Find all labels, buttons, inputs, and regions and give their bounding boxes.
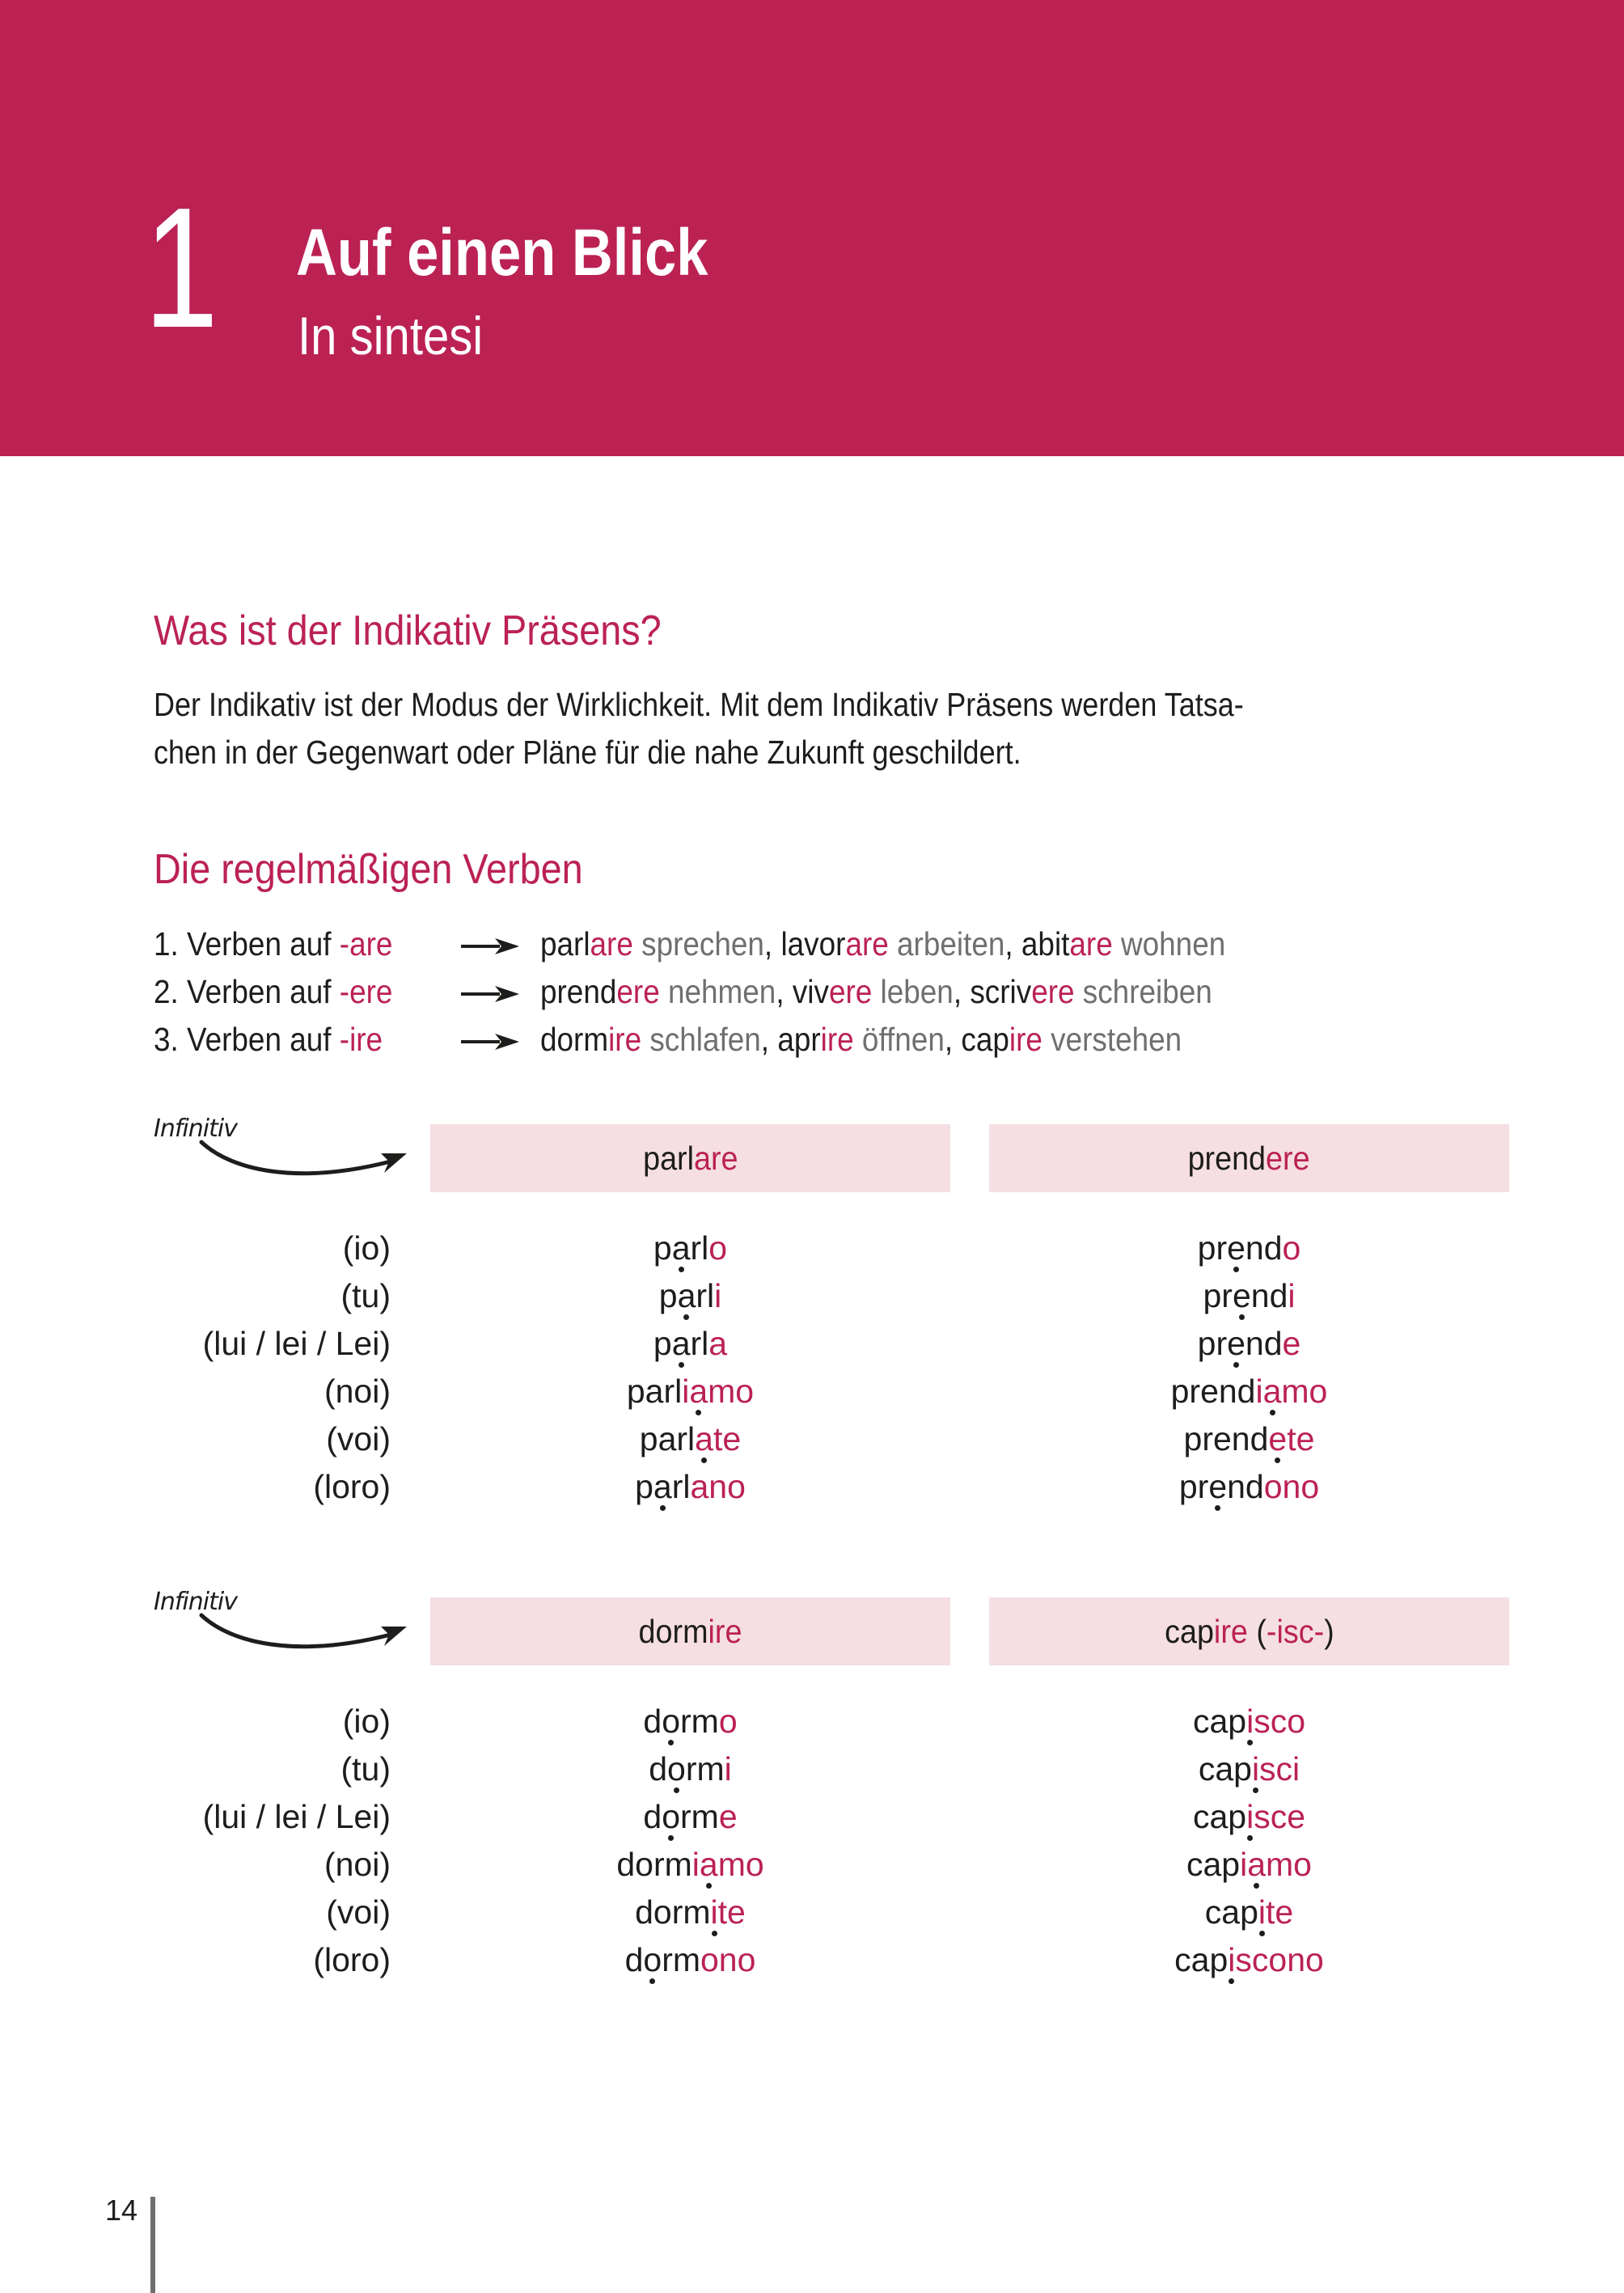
verb-group-label [154, 920, 392, 968]
conjugated-form [989, 1277, 1509, 1315]
conjugated-form [989, 1798, 1509, 1836]
verb-translation: sprechen [632, 925, 764, 962]
stressed-vowel: e [1227, 1229, 1245, 1267]
form-ending: isci [1251, 1750, 1300, 1787]
stressed-vowel: o [667, 1750, 686, 1787]
form-ending: e [718, 1798, 738, 1835]
form-ending: iamo [1255, 1373, 1328, 1410]
form-ending: ate [695, 1420, 742, 1457]
stressed-vowel: i [1246, 1703, 1254, 1740]
form-stem: pr [1197, 1229, 1228, 1267]
page-number: 14 [105, 2194, 138, 2227]
stressed-vowel: i [1251, 1750, 1260, 1787]
verb-translation: schlafen [641, 1021, 761, 1058]
conjugated-form [430, 1798, 950, 1836]
form-ending: e [1282, 1325, 1301, 1362]
form-stem: d [643, 1703, 662, 1740]
conjugated-form [430, 1277, 950, 1315]
paragraph-line: chen in der Gegenwart oder Pläne für die nahe Zukunft geschildert. [154, 734, 1021, 771]
conjugated-form [430, 1420, 950, 1458]
stressed-vowel: a [699, 1846, 718, 1883]
verb-ending: ire [1009, 1021, 1042, 1058]
page-margin-rule [150, 2197, 155, 2293]
form-stem: d [624, 1941, 644, 1978]
verb-stem: scriv [970, 973, 1032, 1010]
section-heading-indikativ: Was ist der Indikativ Präsens? [154, 607, 662, 654]
conjugated-form [989, 1229, 1509, 1267]
pronoun: (noi) [324, 1846, 391, 1883]
chapter-title: Auf einen Blick [296, 216, 708, 290]
verb-translation: arbeiten [888, 925, 1005, 962]
conjugated-form [430, 1468, 950, 1506]
pronoun: (loro) [313, 1941, 391, 1978]
pronoun: (loro) [313, 1468, 391, 1505]
infinitive-ending: are [693, 1139, 738, 1177]
form-stem: prend [1170, 1373, 1256, 1410]
form-ending: ite [710, 1893, 746, 1931]
label-text: 1. Verben auf [154, 925, 340, 962]
verb-ending: ere [1031, 973, 1075, 1010]
form-stem: pr [1178, 1468, 1209, 1505]
separator: , [1004, 925, 1021, 962]
verb-examples [540, 1016, 1182, 1064]
conjugated-form [430, 1750, 950, 1788]
conjugated-form [989, 1750, 1509, 1788]
form-stem: rm [680, 1798, 719, 1835]
separator: , [944, 1021, 962, 1058]
form-stem: rm [685, 1750, 725, 1787]
form-stem: parl [639, 1420, 696, 1457]
pronoun: (tu) [340, 1750, 391, 1787]
infinitive-box-prendere [989, 1124, 1509, 1192]
intro-paragraph [154, 681, 1503, 776]
form-stem: pr [1203, 1277, 1233, 1314]
form-stem: d [643, 1798, 662, 1835]
verb-translation: öffnen [853, 1021, 945, 1058]
stressed-vowel: o [662, 1703, 680, 1740]
stressed-vowel: a [689, 1373, 708, 1410]
paragraph-line: Der Indikativ ist der Modus der Wirklichkeit. Mit dem Indikativ Präsens werden Tatsa- [154, 686, 1244, 723]
conjugated-form [430, 1229, 950, 1267]
chapter-header-band [0, 0, 1624, 456]
form-stem: cap [1198, 1750, 1252, 1787]
verb-ending: ere [828, 973, 873, 1010]
infinitive-ending: ire [1213, 1612, 1248, 1650]
form-stem: nd [1250, 1277, 1288, 1314]
verb-stem: abit [1021, 925, 1070, 962]
form-ending: o [718, 1703, 738, 1740]
verb-ending: are [845, 925, 889, 962]
verb-translation: schreiben [1074, 973, 1212, 1010]
stressed-vowel: a [695, 1420, 713, 1457]
pronoun: (lui / lei / Lei) [202, 1325, 391, 1362]
stressed-vowel: a [1262, 1373, 1282, 1410]
verb-examples [540, 968, 1212, 1016]
conjugated-form [989, 1846, 1509, 1884]
verb-examples [540, 920, 1225, 968]
stressed-vowel: e [1232, 1277, 1251, 1314]
form-stem: p [635, 1468, 653, 1505]
pronoun: (tu) [340, 1277, 391, 1314]
separator: , [763, 925, 781, 962]
chapter-subtitle: In sintesi [298, 306, 484, 366]
verb-translation: verstehen [1042, 1021, 1182, 1058]
form-stem: rl [690, 1325, 709, 1362]
conjugated-form [989, 1325, 1509, 1363]
form-ending: i [714, 1277, 722, 1314]
verb-ending: are [1069, 925, 1113, 962]
form-stem: p [653, 1229, 672, 1267]
separator: , [953, 973, 971, 1010]
verb-group-label [154, 1016, 383, 1064]
curved-arrow-icon [198, 1137, 410, 1186]
verb-stem: apr [777, 1021, 821, 1058]
stressed-vowel: a [677, 1277, 696, 1314]
form-ending: iamo [682, 1373, 755, 1410]
form-stem: d [649, 1750, 668, 1787]
infinitive-ending: ire [708, 1612, 742, 1650]
form-ending: a [708, 1325, 728, 1362]
form-stem: prend [1183, 1420, 1269, 1457]
stressed-vowel: a [653, 1468, 672, 1505]
form-ending: iamo [691, 1846, 764, 1883]
form-ending: i [1288, 1277, 1296, 1314]
infinitive-box-dormire [430, 1597, 950, 1665]
infinitive-note: (-isc-) [1247, 1612, 1334, 1650]
form-ending: ete [1268, 1420, 1315, 1457]
chapter-number: 1 [144, 171, 216, 363]
label-text: 2. Verben auf [154, 973, 340, 1010]
stressed-vowel: o [643, 1941, 662, 1978]
form-ending: ano [690, 1468, 746, 1505]
verb-stem: cap [961, 1021, 1009, 1058]
stressed-vowel: e [1227, 1325, 1245, 1362]
verb-stem: dorm [540, 1021, 609, 1058]
form-stem: cap [1192, 1798, 1247, 1835]
verb-stem: parl [540, 925, 590, 962]
stressed-vowel: i [1258, 1893, 1266, 1931]
infinitive-label: Infinitiv [154, 1115, 237, 1143]
conjugated-form [430, 1373, 950, 1411]
pronoun: (voi) [326, 1420, 391, 1457]
verb-translation: nehmen [659, 973, 776, 1010]
infinitive-stem: cap [1164, 1612, 1214, 1650]
pronoun: (noi) [324, 1373, 391, 1410]
form-stem: cap [1186, 1846, 1241, 1883]
stressed-vowel: i [1246, 1798, 1254, 1835]
conjugated-form [430, 1325, 950, 1363]
stressed-vowel: a [1247, 1846, 1267, 1883]
right-arrow-icon [459, 986, 521, 1002]
infinitive-stem: prend [1187, 1139, 1267, 1177]
form-stem: rl [671, 1468, 691, 1505]
form-ending: o [1282, 1229, 1301, 1267]
form-ending: ono [1263, 1468, 1320, 1505]
verb-group-label [154, 968, 392, 1016]
separator: , [760, 1021, 778, 1058]
pronoun: (io) [342, 1703, 391, 1740]
form-stem: nd [1227, 1468, 1264, 1505]
form-ending: iamo [1240, 1846, 1312, 1883]
stressed-vowel: e [1268, 1420, 1288, 1457]
conjugated-form [989, 1941, 1509, 1979]
stressed-vowel: e [1208, 1468, 1228, 1505]
form-ending: ono [700, 1941, 756, 1978]
conjugated-form [989, 1468, 1509, 1506]
stressed-vowel: i [1228, 1941, 1236, 1978]
label-text: 3. Verben auf [154, 1021, 340, 1058]
stressed-vowel: o [662, 1798, 680, 1835]
form-stem: nd [1245, 1229, 1283, 1267]
conjugated-form [989, 1420, 1509, 1458]
stressed-vowel: a [671, 1229, 691, 1267]
form-stem: cap [1204, 1893, 1258, 1931]
form-stem: dorm [616, 1846, 692, 1883]
pronoun: (voi) [326, 1893, 391, 1931]
label-ending: -ire [339, 1021, 383, 1058]
infinitive-box-parlare [430, 1124, 950, 1192]
curved-arrow-icon [198, 1610, 410, 1659]
stressed-vowel: a [671, 1325, 691, 1362]
form-ending: o [708, 1229, 728, 1267]
infinitive-ending: ere [1266, 1139, 1310, 1177]
verb-ending: are [590, 925, 633, 962]
separator: , [776, 973, 793, 1010]
right-arrow-icon [459, 938, 521, 954]
infinitive-stem: parl [642, 1139, 694, 1177]
form-ending: ite [1258, 1893, 1294, 1931]
infinitive-label: Infinitiv [154, 1588, 237, 1616]
pronoun: (io) [342, 1229, 391, 1267]
form-stem: rm [680, 1703, 719, 1740]
verb-ending: ere [616, 973, 660, 1010]
verb-translation: leben [872, 973, 954, 1010]
conjugated-form [430, 1893, 950, 1931]
verb-stem: viv [792, 973, 829, 1010]
conjugated-form [989, 1373, 1509, 1411]
verb-translation: wohnen [1112, 925, 1226, 962]
form-stem: parl [626, 1373, 683, 1410]
infix-isc: -isc- [1266, 1612, 1324, 1650]
label-ending: -are [339, 925, 393, 962]
form-stem: p [653, 1325, 672, 1362]
form-stem: rm [662, 1941, 700, 1978]
form-stem: rl [690, 1229, 709, 1267]
form-stem: p [658, 1277, 678, 1314]
verb-stem: lavor [780, 925, 846, 962]
form-stem: pr [1197, 1325, 1228, 1362]
conjugated-form [989, 1893, 1509, 1931]
verb-ending: ire [820, 1021, 854, 1058]
right-arrow-icon [459, 1034, 521, 1050]
form-ending: iscono [1228, 1941, 1324, 1978]
infinitive-box-capire [989, 1597, 1509, 1665]
conjugated-form [430, 1846, 950, 1884]
form-stem: rl [696, 1277, 715, 1314]
form-ending: isco [1246, 1703, 1306, 1740]
form-stem: cap [1192, 1703, 1247, 1740]
form-ending: isce [1246, 1798, 1306, 1835]
conjugated-form [989, 1703, 1509, 1741]
form-stem: cap [1174, 1941, 1229, 1978]
verb-stem: prend [540, 973, 617, 1010]
form-stem: nd [1245, 1325, 1283, 1362]
conjugated-form [430, 1703, 950, 1741]
label-ending: -ere [339, 973, 393, 1010]
section-heading-regular-verbs: Die regelmäßigen Verben [154, 846, 583, 893]
form-stem: dorm [635, 1893, 711, 1931]
stressed-vowel: i [710, 1893, 718, 1931]
pronoun: (lui / lei / Lei) [202, 1798, 391, 1835]
conjugated-form [430, 1941, 950, 1979]
form-ending: i [724, 1750, 732, 1787]
infinitive-stem: dorm [638, 1612, 708, 1650]
verb-ending: ire [608, 1021, 642, 1058]
